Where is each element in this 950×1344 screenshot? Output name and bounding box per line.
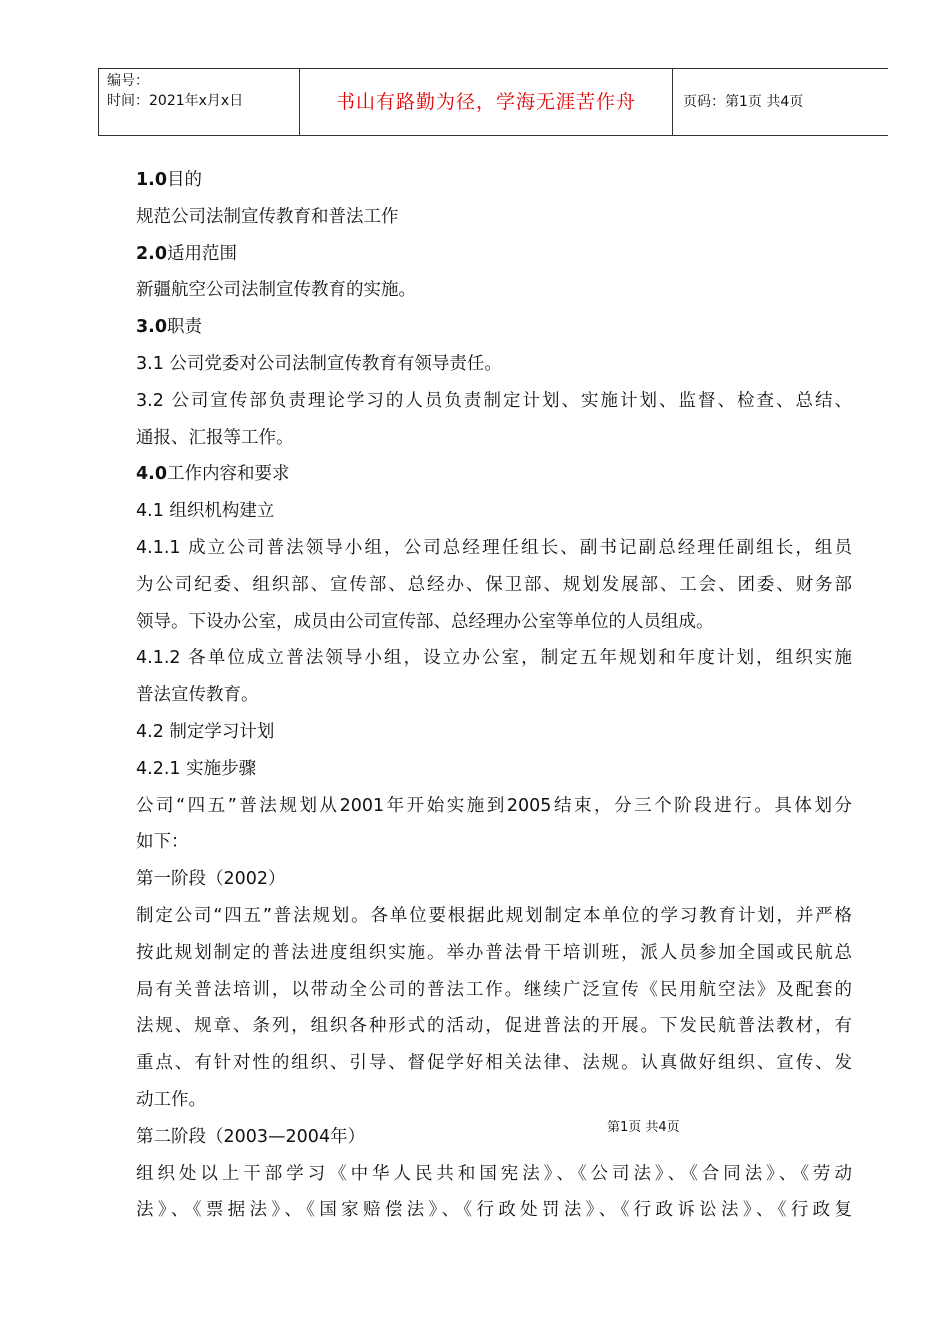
time-label: 时间：2021年x月x日 xyxy=(107,93,244,109)
paragraph-line: 第二阶段（2003—2004年） xyxy=(136,1126,366,1147)
paragraph-line: 重点、有针对性的组织、引导、督促学好相关法律、法规。认真做好组织、宣传、发 xyxy=(136,1053,852,1074)
section-number: 4.0 xyxy=(136,464,168,485)
paragraph-line: 法》、《票据法》、《国家赔偿法》、《行政处罚法》、《行政诉讼法》、《行政复 xyxy=(136,1200,852,1221)
section-heading xyxy=(136,162,852,199)
section-heading xyxy=(136,456,852,493)
paragraph-line: 新疆航空公司法制宣传教育的实施。 xyxy=(136,280,416,301)
section-heading xyxy=(136,236,852,273)
section-title: 适用范围 xyxy=(167,243,238,264)
paragraph-line: 公司“四五”普法规划从2001年开始实施到2005结束，分三个阶段进行。具体划分 xyxy=(136,795,852,816)
page-label: 页码：第1页 共4页 xyxy=(683,94,804,110)
paragraph-line: 4.2 制定学习计划 xyxy=(136,721,275,742)
section-title: 工作内容和要求 xyxy=(167,464,290,485)
paragraph-line: 动工作。 xyxy=(136,1089,206,1110)
paragraph-line: 规范公司法制宣传教育和普法工作 xyxy=(136,206,399,227)
paragraph-line: 3.2 公司宣传部负责理论学习的人员负责制定计划、实施计划、监督、检查、总结、 xyxy=(136,390,852,411)
section-number: 1.0 xyxy=(136,170,168,190)
paragraph-line: 4.1.2 各单位成立普法领导小组，设立办公室，制定五年规划和年度计划，组织实施 xyxy=(136,648,852,669)
paragraph-line: 制定公司“四五”普法规划。各单位要根据此规划制定本单位的学习教育计划，并严格 xyxy=(136,905,852,926)
section-number: 2.0 xyxy=(136,243,168,264)
paragraph-line: 4.1 组织机构建立 xyxy=(136,501,275,522)
paragraph-line: 通报、汇报等工作。 xyxy=(136,427,294,448)
number-label: 编号： xyxy=(107,73,149,89)
paragraph-line: 第一阶段（2002） xyxy=(136,869,286,890)
section-title: 职责 xyxy=(167,317,203,338)
paragraph-line: 3.1 公司党委对公司法制宣传教育有领导责任。 xyxy=(136,353,502,374)
section-number: 3.0 xyxy=(136,317,168,338)
document-body xyxy=(136,162,852,1229)
paragraph-line: 如下： xyxy=(136,832,189,853)
header-page-cell xyxy=(673,69,889,136)
section-title: 目的 xyxy=(167,170,203,190)
paragraph-line: 领导。下设办公室，成员由公司宣传部、总经理办公室等单位的人员组成。 xyxy=(136,611,714,632)
paragraph-line: 按此规划制定的普法进度组织实施。举办普法骨干培训班，派人员参加全国或民航总 xyxy=(136,942,852,963)
paragraph-line: 局有关普法培训，以带动全公司的普法工作。继续广泛宣传《民用航空法》及配套的 xyxy=(136,979,852,1000)
paragraph-line: 法规、规章、条列，组织各种形式的活动，促进普法的开展。下发民航普法教材，有 xyxy=(136,1016,852,1037)
section-heading xyxy=(136,309,852,346)
motto: 书山有路勤为径，学海无涯苦作舟 xyxy=(335,91,636,113)
document-header xyxy=(98,68,888,136)
paragraph-line: 组织处以上干部学习《中华人民共和国宪法》、《公司法》、《合同法》、《劳动 xyxy=(136,1163,852,1184)
page-number: 第1页 共4页 xyxy=(607,1120,680,1135)
paragraph-line: 4.2.1 实施步骤 xyxy=(136,758,257,779)
header-motto-cell xyxy=(300,69,673,136)
header-meta-cell xyxy=(99,69,300,136)
paragraph-line: 为公司纪委、组织部、宣传部、总经办、保卫部、规划发展部、工会、团委、财务部 xyxy=(136,574,852,595)
paragraph-line: 4.1.1 成立公司普法领导小组，公司总经理任组长、副书记副总经理任副组长，组员 xyxy=(136,537,852,558)
paragraph-line: 普法宣传教育。 xyxy=(136,685,259,706)
